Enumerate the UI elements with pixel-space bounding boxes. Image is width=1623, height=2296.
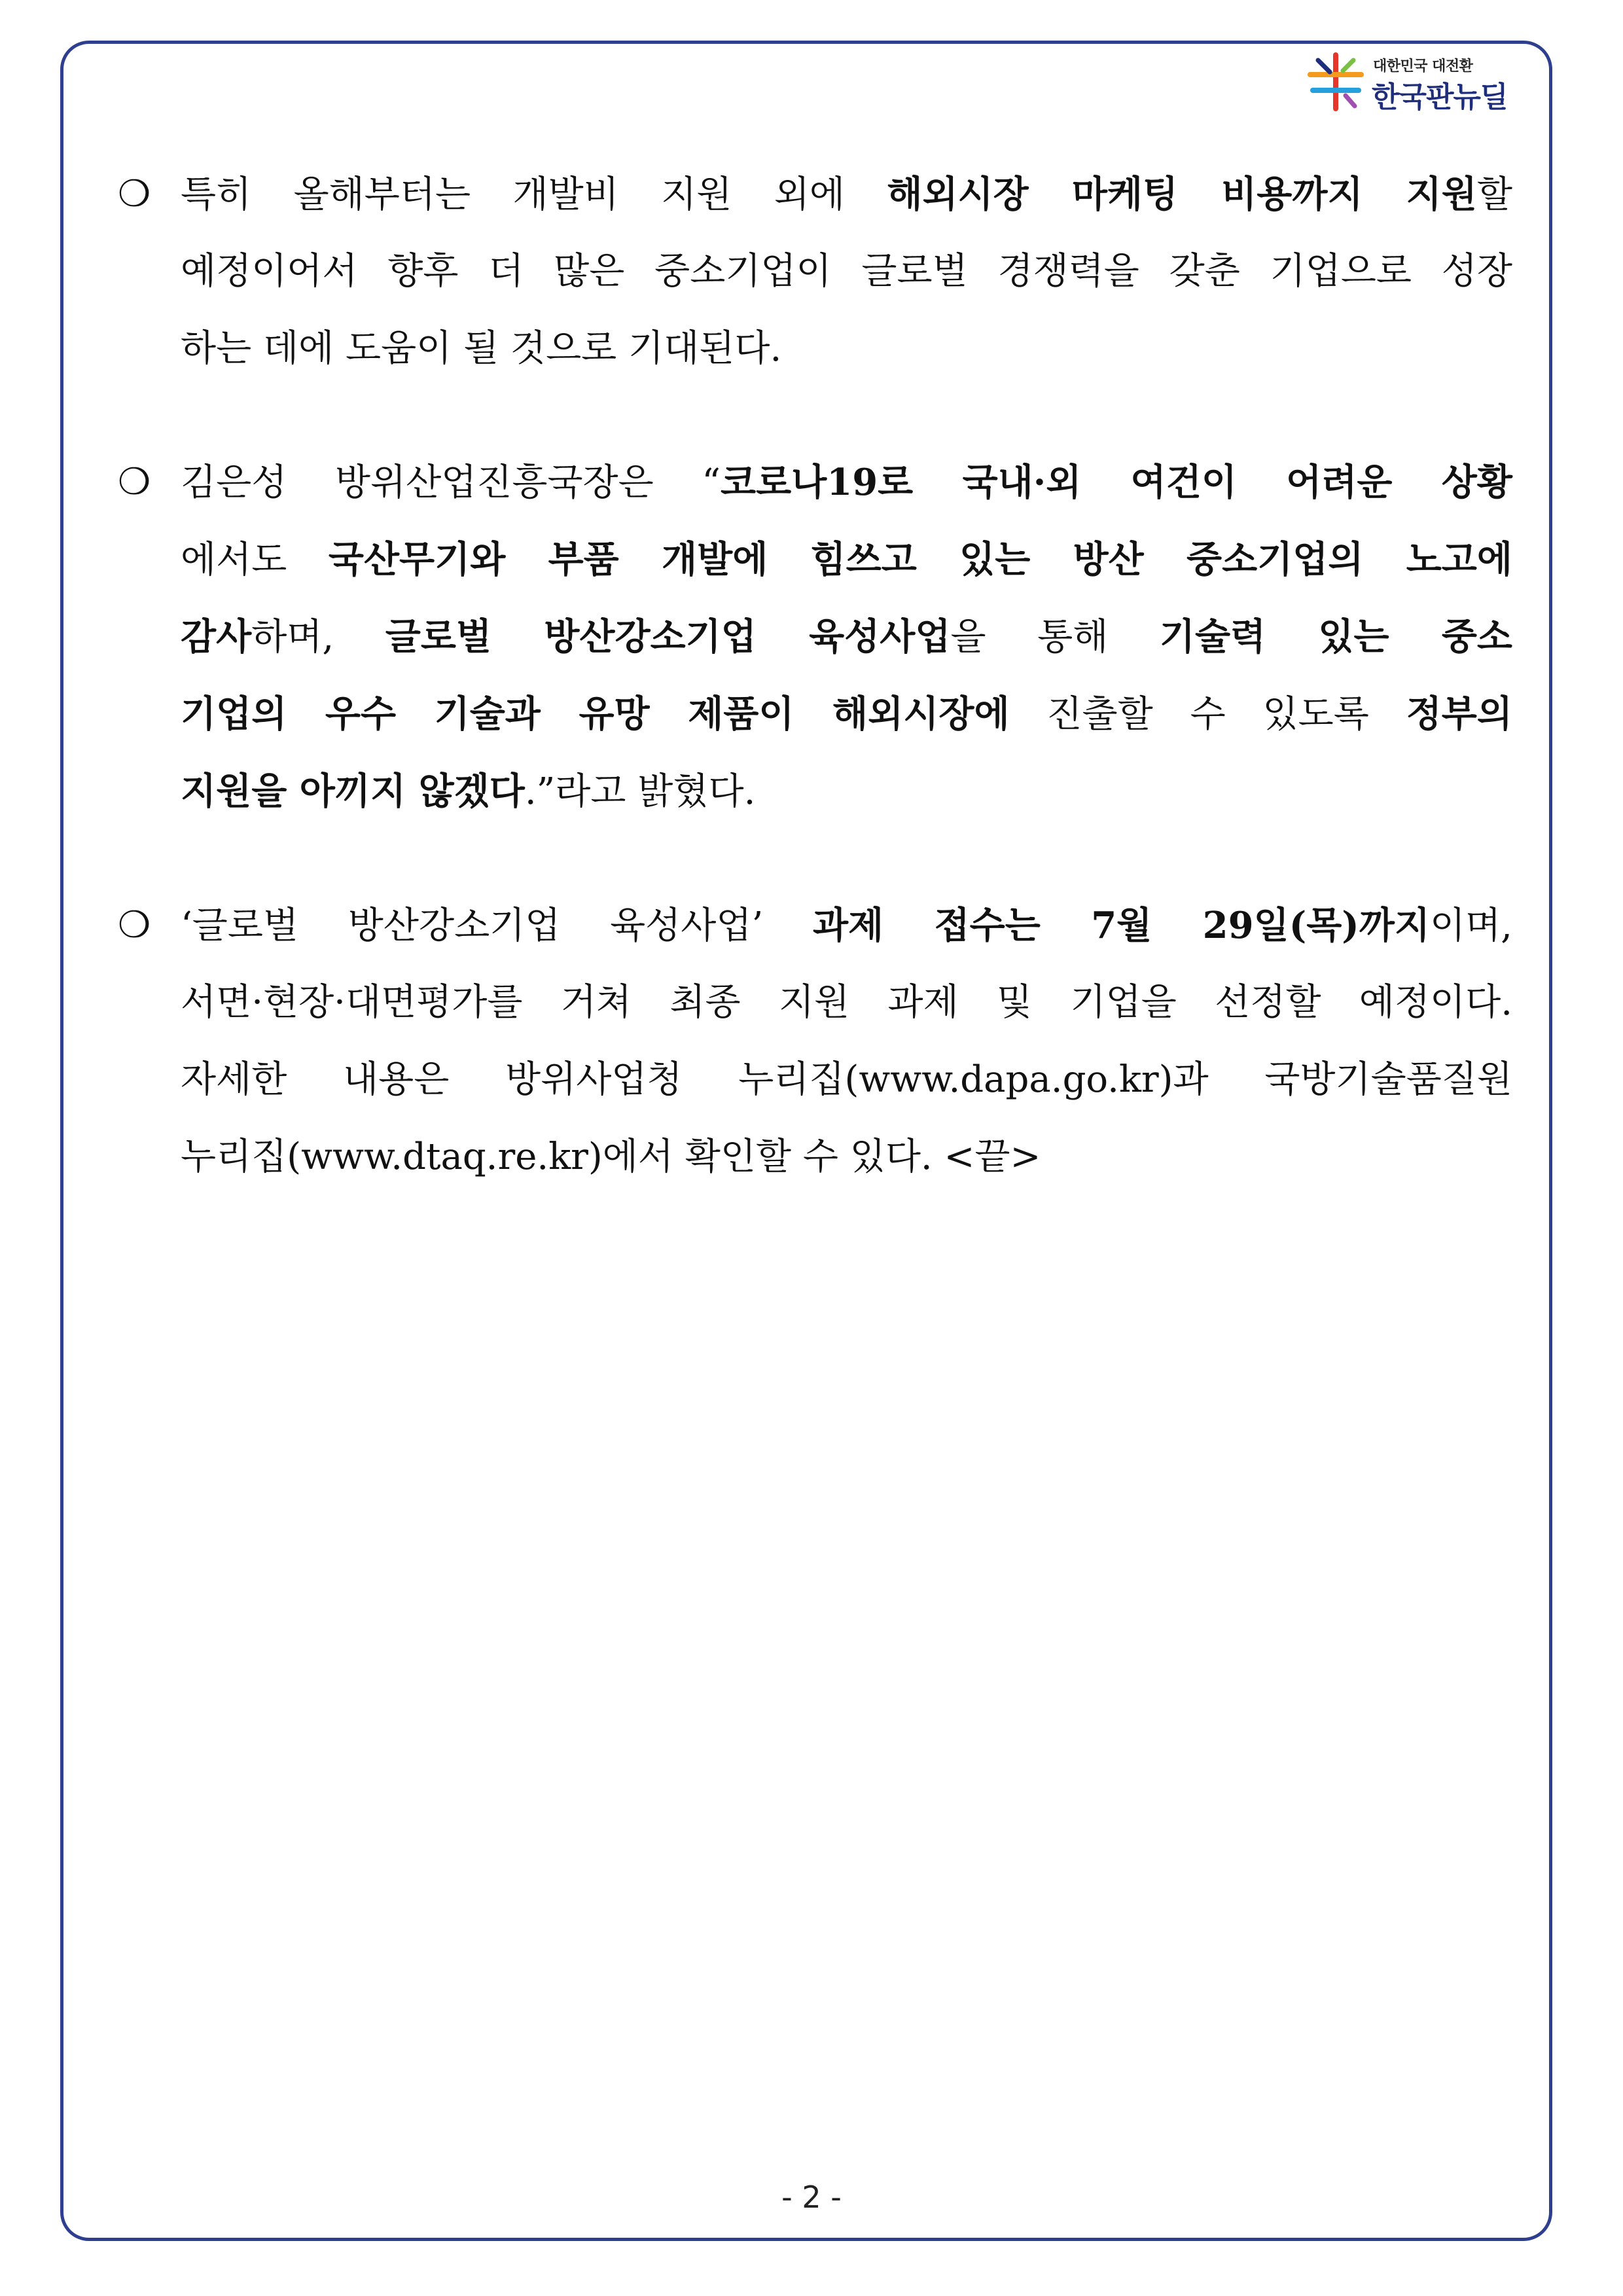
paragraph-line bbox=[181, 675, 1512, 753]
text: 자세한 내용은 방위사업청 누리집(www.dapa.go.kr)과 국방기술품질원 bbox=[181, 1058, 1512, 1101]
bold-text: 정부의 bbox=[1406, 692, 1512, 736]
paragraph-line bbox=[181, 1119, 1512, 1196]
bold-text: 과제 접수는 7월 29일(목)까지 bbox=[812, 904, 1430, 947]
page-number: - 2 - bbox=[781, 2179, 842, 2215]
paragraph-line bbox=[181, 753, 1512, 830]
paragraph-line bbox=[181, 521, 1512, 598]
bold-text: 해외시장 마케팅 비용까지 지원 bbox=[887, 173, 1477, 216]
paragraph-line bbox=[181, 233, 1512, 310]
text: 이며, bbox=[1429, 905, 1512, 947]
paragraph-line bbox=[181, 444, 1512, 521]
bullet-circle-icon: ❍ bbox=[118, 461, 151, 503]
text: .”라고 밝혔다. bbox=[524, 770, 756, 813]
text: 에서도 bbox=[181, 539, 329, 581]
paragraph-line bbox=[181, 310, 1512, 387]
logo-title: 한국판뉴딜 bbox=[1372, 81, 1508, 114]
bullet-circle-icon: ❍ bbox=[118, 173, 151, 215]
paragraph-line bbox=[181, 1041, 1512, 1119]
text: 을 통해 bbox=[950, 616, 1160, 658]
bold-text: 국산무기와 부품 개발에 힘쓰고 있는 방산 중소기업의 노고에 bbox=[328, 538, 1512, 581]
paragraph-line bbox=[181, 964, 1512, 1041]
text: 예정이어서 향후 더 많은 중소기업이 글로벌 경쟁력을 갖춘 기업으로 성장 bbox=[181, 250, 1512, 293]
text: 하며, bbox=[251, 616, 385, 658]
text: 누리집(www.dtaq.re.kr)에서 확인할 수 있다. <끝> bbox=[181, 1136, 1041, 1178]
text: 할 bbox=[1476, 173, 1512, 216]
text: 하는 데에 도움이 될 것으로 기대된다. bbox=[181, 327, 782, 370]
korean-new-deal-logo bbox=[1306, 52, 1516, 113]
bold-text: 기업의 우수 기술과 유망 제품이 해외시장에 bbox=[181, 692, 1010, 736]
bold-text: 글로벌 방산강소기업 육성사업 bbox=[385, 615, 951, 658]
text: 김은성 방위산업진흥국장은 “ bbox=[181, 461, 721, 504]
text: 서면·현장·대면평가를 거쳐 최종 지원 과제 및 기업을 선정할 예정이다. bbox=[181, 981, 1512, 1024]
bullet-circle-icon: ❍ bbox=[118, 904, 151, 946]
new-deal-logo-icon bbox=[1306, 52, 1365, 111]
paragraph-line bbox=[181, 156, 1512, 233]
bold-text: 감사 bbox=[181, 615, 252, 658]
text: 특히 올해부터는 개발비 지원 외에 bbox=[181, 173, 887, 216]
text: 진출할 수 있도록 bbox=[1009, 693, 1406, 736]
bold-text: 코로나19로 국내·외 여건이 어려운 상황 bbox=[720, 461, 1512, 504]
bold-text: 지원을 아끼지 않겠다 bbox=[181, 770, 525, 813]
paragraph-line bbox=[181, 598, 1512, 675]
paragraph-line bbox=[181, 887, 1512, 964]
bold-text: 기술력 있는 중소 bbox=[1159, 615, 1513, 658]
logo-subtitle: 대한민국 대전환 bbox=[1373, 58, 1473, 75]
text: ‘글로벌 방산강소기업 육성사업’ bbox=[181, 905, 813, 947]
